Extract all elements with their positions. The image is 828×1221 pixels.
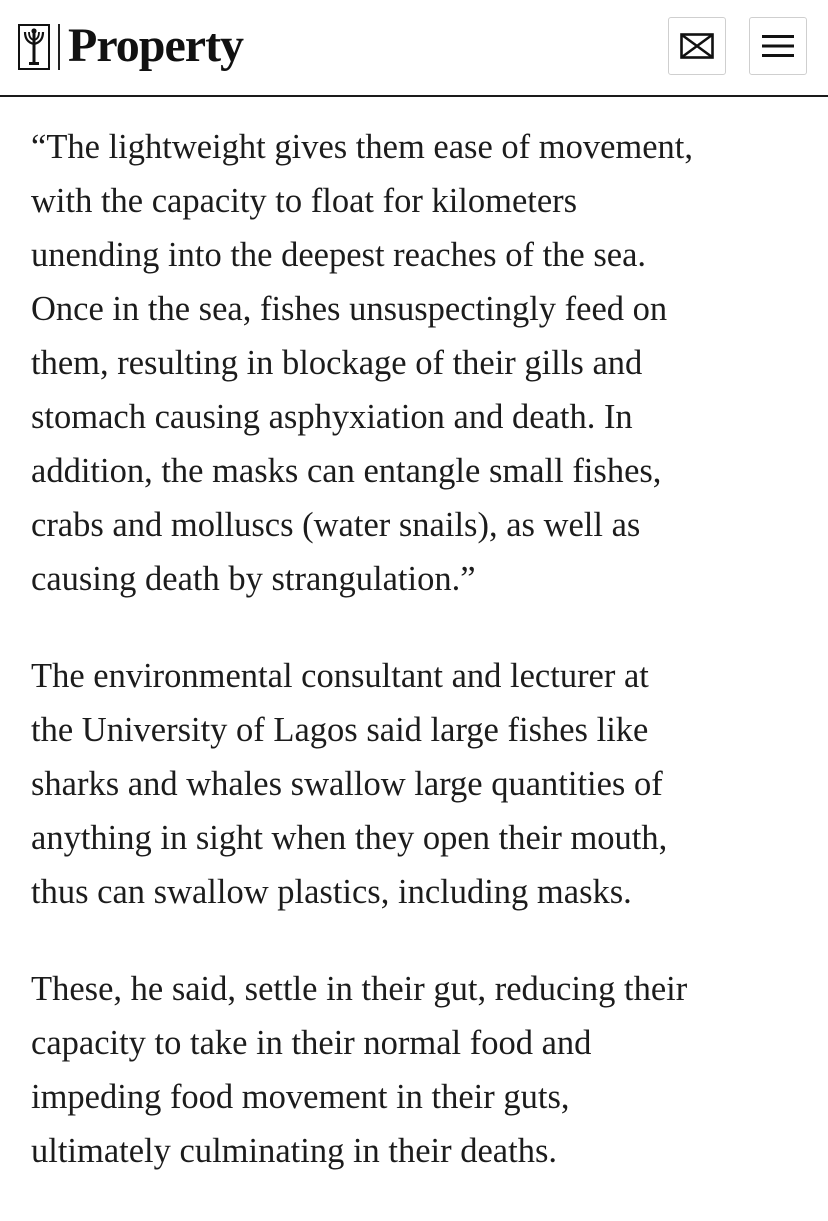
article-body <box>31 120 811 1221</box>
mail-icon <box>680 33 714 59</box>
masthead-emblem-icon <box>18 24 50 70</box>
article-paragraph: These, he said, settle in their gut, reducing their capacity to take in their normal food and impeding food movement in their guts, ultimately culminating in their deaths. <box>31 970 688 1170</box>
menu-button[interactable] <box>749 17 807 75</box>
section-title: Property <box>68 19 244 72</box>
logo-divider <box>58 24 60 70</box>
site-logo-link[interactable] <box>18 19 244 72</box>
hamburger-menu-icon <box>762 35 794 57</box>
site-header <box>0 0 828 97</box>
newsletter-button[interactable] <box>668 17 726 75</box>
article-paragraph: The environmental consultant and lecturer at the University of Lagos said large fishes like sharks and whales swallow large quantities of anything in sight when they open their mouth, thus can swallow plastics, including masks. <box>31 657 668 911</box>
article-paragraph: “The lightweight gives them ease of movement, with the capacity to float for kilometers unending into the deepest reaches of the sea. Once in the sea, fishes unsuspectingly feed on them, resulting in blockage of their gills and stomach causing asphyxiation and death. In addition, the masks can entangle small fishes, crabs and molluscs (water snails), as well as causing death by strangulation.” <box>31 128 694 598</box>
